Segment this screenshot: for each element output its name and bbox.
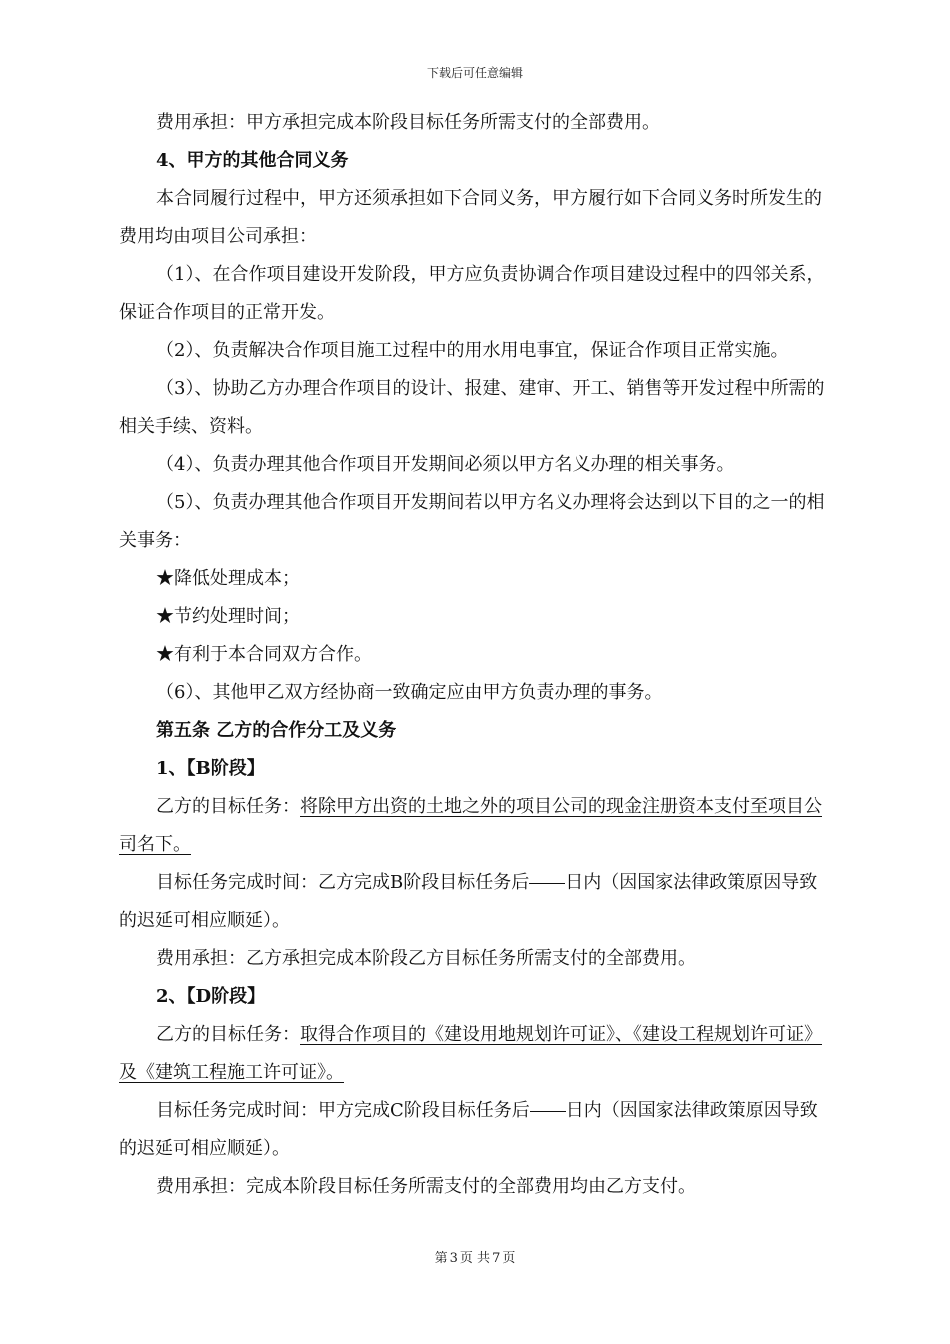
paragraph: 费用承担：甲方承担完成本阶段目标任务所需支付的全部费用。 xyxy=(156,112,660,133)
list-item: （4）、负责办理其他合作项目开发期间必须以甲方名义办理的相关事务。 xyxy=(156,454,735,475)
star-item: ★节约处理时间； xyxy=(156,606,300,627)
page-header: 下载后可任意编辑 xyxy=(426,66,523,80)
page-footer xyxy=(0,1247,950,1266)
section-heading: 4、甲方的其他合同义务 xyxy=(156,150,349,171)
footer-text: 第 xyxy=(434,1251,448,1266)
paragraph xyxy=(119,1016,831,1092)
paragraph xyxy=(119,864,831,940)
paragraph: 费用承担：乙方承担完成本阶段乙方目标任务所需支付的全部费用。 xyxy=(156,948,696,969)
document-body xyxy=(119,104,831,1206)
time-text: 日内（因国家法律政策原因导致的迟延可相应顺延）。 xyxy=(119,872,818,931)
list-item: （6）、其他甲乙双方经协商一致确定应由甲方负责办理的事务。 xyxy=(156,682,663,703)
paragraph xyxy=(119,1092,831,1168)
stage-heading-d: 2、【D阶段】 xyxy=(156,986,266,1007)
paragraph: 本合同履行过程中，甲方还须承担如下合同义务，甲方履行如下合同义务时所发生的费用均由项目公司承担： xyxy=(119,188,822,247)
footer-text: 页 xyxy=(502,1251,516,1266)
star-item: ★降低处理成本； xyxy=(156,568,300,589)
paragraph: 费用承担：完成本阶段目标任务所需支付的全部费用均由乙方支付。 xyxy=(156,1176,696,1197)
page-number: 3 xyxy=(449,1251,458,1266)
paragraph xyxy=(119,788,831,864)
task-label: 乙方的目标任务： xyxy=(156,1024,300,1045)
task-label: 乙方的目标任务： xyxy=(156,796,300,817)
footer-text: 页 共 xyxy=(459,1251,491,1266)
list-item: （3）、协助乙方办理合作项目的设计、报建、建审、开工、销售等开发过程中所需的相关手续、资料。 xyxy=(119,378,825,437)
task-underlined: 取得合作项目的《建设用地规划许可证》、《建设工程规划许可证》及《建筑工程施工许可证》。 xyxy=(119,1024,822,1083)
blank-line xyxy=(529,882,565,884)
article-heading: 第五条 乙方的合作分工及义务 xyxy=(156,720,397,741)
stage-heading-b: 1、【B阶段】 xyxy=(156,758,265,779)
time-text: 目标任务完成时间：乙方完成B阶段目标任务后 xyxy=(156,872,530,893)
star-item: ★有利于本合同双方合作。 xyxy=(156,644,372,665)
list-item: （2）、负责解决合作项目施工过程中的用水用电事宜，保证合作项目正常实施。 xyxy=(156,340,789,361)
task-underlined: 将除甲方出资的土地之外的项目公司的现金注册资本支付至项目公司名下。 xyxy=(119,796,822,855)
time-text: 目标任务完成时间：甲方完成C阶段目标任务后 xyxy=(156,1100,530,1121)
list-item: （1）、在合作项目建设开发阶段，甲方应负责协调合作项目建设过程中的四邻关系，保证合作项目的正常开发。 xyxy=(119,264,825,323)
list-item: （5）、负责办理其他合作项目开发期间若以甲方名义办理将会达到以下目的之一的相关事务： xyxy=(119,492,825,551)
time-text: 日内（因国家法律政策原因导致的迟延可相应顺延）。 xyxy=(119,1100,818,1159)
blank-line xyxy=(530,1110,566,1112)
total-pages: 7 xyxy=(492,1251,501,1266)
